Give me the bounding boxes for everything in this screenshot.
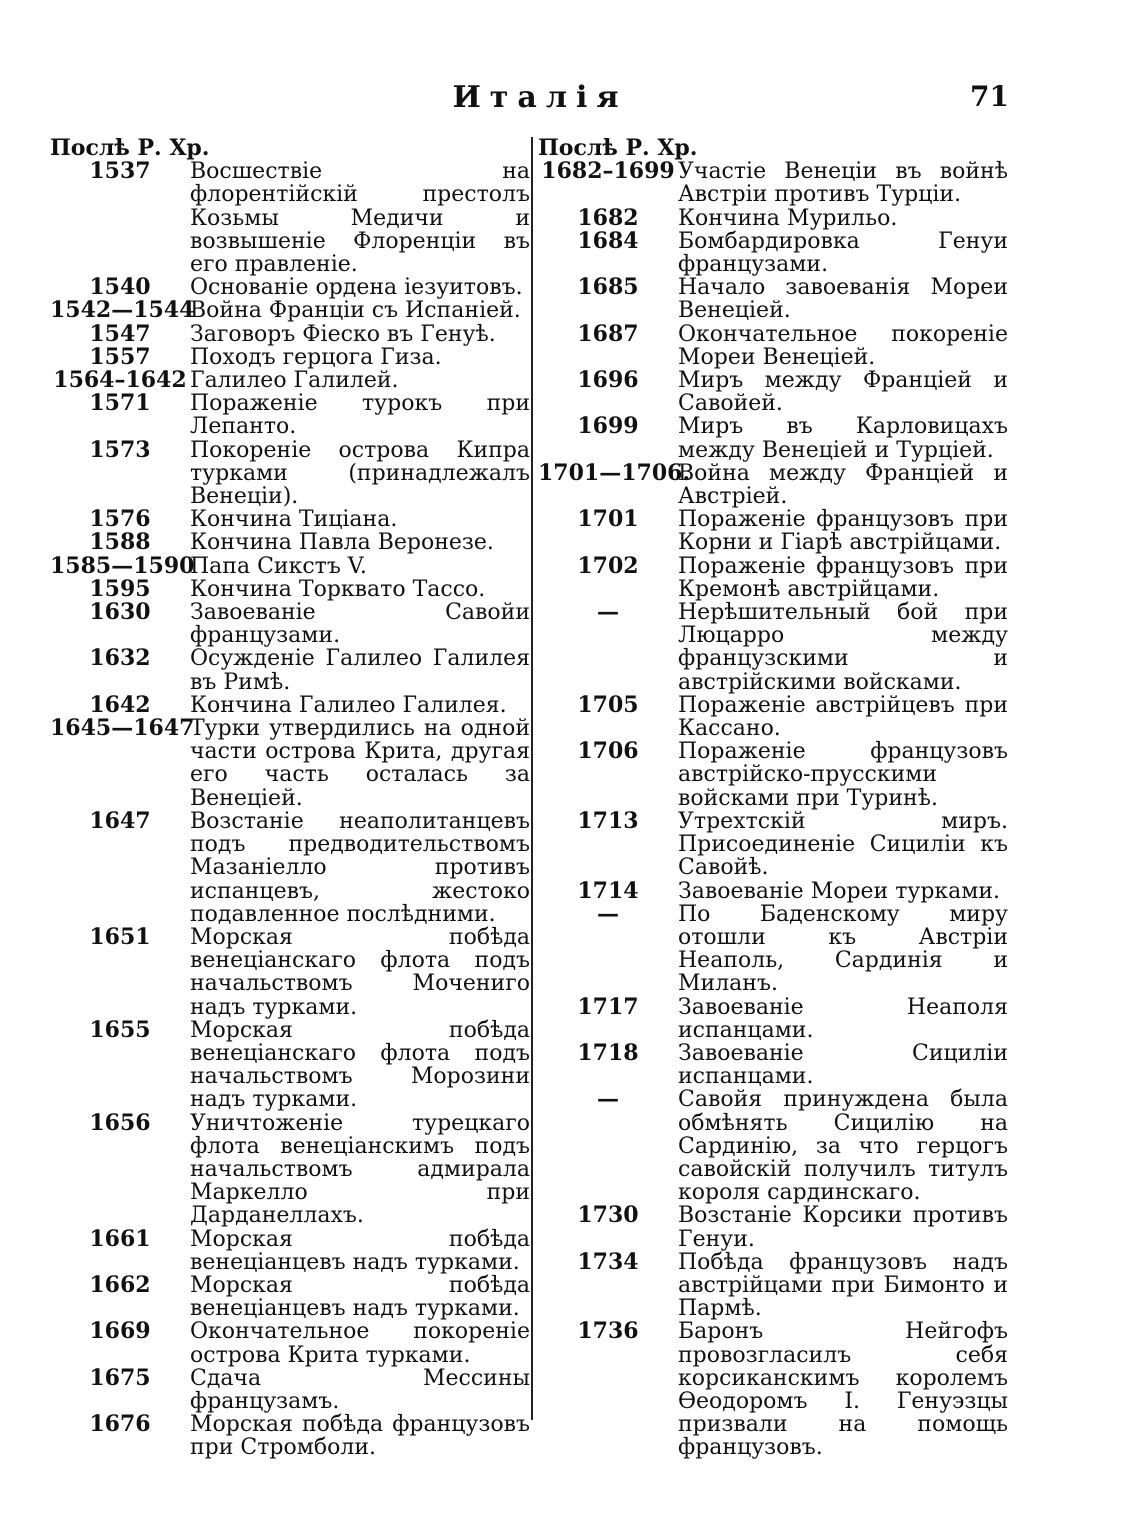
entry-year: 1632 bbox=[89, 645, 151, 672]
chronology-entry bbox=[538, 1204, 1008, 1250]
entry-text: Пораженіе турокъ при Лепанто. bbox=[190, 391, 530, 440]
chronology-entry bbox=[50, 320, 530, 347]
chronology-entry bbox=[50, 436, 530, 510]
entry-year: 1714 bbox=[577, 877, 639, 904]
chronology-entry bbox=[50, 1225, 530, 1275]
chronology-entry bbox=[538, 369, 1008, 415]
entry-year: 1713 bbox=[577, 807, 639, 834]
entry-text: Пораженіе французовъ австрійско-прусскими войсками при Туринѣ. bbox=[678, 739, 1008, 811]
chronology-entry bbox=[538, 320, 1008, 370]
entry-text: Окончательное покореніе острова Крита турками. bbox=[190, 1319, 530, 1368]
chronology-entry bbox=[538, 552, 1008, 602]
entry-text: Морская побѣда венеціанскаго флота подъ начальствомъ Мочениго надъ турками. bbox=[190, 924, 530, 1020]
entry-text: Заговоръ Фіеско въ Генуѣ. bbox=[190, 321, 496, 347]
chronology-entry bbox=[538, 508, 1008, 554]
entry-text: Возстаніе Корсики противъ Генуи. bbox=[678, 1203, 1008, 1252]
entry-year: 1702 bbox=[577, 552, 639, 579]
entry-year: 1676 bbox=[89, 1411, 151, 1438]
entry-year: 1588 bbox=[89, 529, 151, 556]
entry-text: Кончина Галилео Галилея. bbox=[190, 692, 507, 718]
entry-text: Участіе Венеціи въ войнѣ Австріи противъ Турціи. bbox=[678, 159, 1008, 208]
entry-year: 1645—1647 bbox=[50, 715, 195, 742]
entry-year: 1717 bbox=[577, 993, 639, 1020]
chronology-entry bbox=[538, 740, 1008, 810]
chronology-entry bbox=[50, 1109, 530, 1229]
entry-year: 1547 bbox=[89, 320, 151, 347]
chronology-entry bbox=[50, 575, 530, 602]
entry-year: 1706 bbox=[577, 738, 639, 765]
page-number: 71 bbox=[970, 80, 1009, 113]
entry-year: 1682–1699 bbox=[541, 158, 675, 185]
entry-year: 1696 bbox=[577, 367, 639, 394]
entry-year: 1571 bbox=[89, 390, 151, 417]
chronology-entry bbox=[50, 392, 530, 438]
entry-year: 1699 bbox=[577, 413, 639, 440]
entry-text: Начало завоеванія Мореи Венеціей. bbox=[678, 275, 1008, 324]
entry-text: Сдача Мессины французамъ. bbox=[190, 1365, 530, 1414]
column-heading: Послѣ Р. Хр. bbox=[538, 135, 698, 161]
entry-year: — bbox=[597, 599, 619, 626]
chronology-entry bbox=[50, 1364, 530, 1414]
entry-text: Осужденіе Галилео Галилея въ Римѣ. bbox=[190, 646, 530, 695]
chronology-entry bbox=[538, 691, 1008, 742]
chronology-entry bbox=[50, 923, 530, 1020]
entry-year: 1576 bbox=[89, 506, 151, 533]
chronology-entry bbox=[538, 276, 1008, 322]
entry-text: Морская побѣда венеціанцевъ надъ турками. bbox=[190, 1226, 530, 1275]
chronology-entry bbox=[538, 1248, 1008, 1322]
entry-text: Завоеваніе Сициліи испанцами. bbox=[678, 1040, 1008, 1090]
entry-year: 1705 bbox=[577, 691, 639, 718]
entry-year: 1684 bbox=[577, 227, 639, 254]
chronology-entry bbox=[50, 691, 530, 718]
entry-text: Пораженіе французовъ при Корни и Гіарѣ австрійцами. bbox=[678, 507, 1008, 556]
page-title: Италія bbox=[452, 80, 628, 115]
entry-text: Папа Сикстъ V. bbox=[190, 553, 367, 579]
entry-year: 1730 bbox=[577, 1202, 639, 1229]
entry-text: Война Франціи съ Испаніей. bbox=[190, 298, 521, 324]
entry-year: 1701—1706. bbox=[538, 459, 691, 486]
entry-year: 1734 bbox=[577, 1248, 639, 1275]
entry-text: Завоеваніе Савойи французами. bbox=[190, 600, 530, 649]
chronology-entry bbox=[50, 160, 530, 276]
entry-year: 1557 bbox=[89, 343, 151, 370]
entry-year: 1662 bbox=[89, 1271, 151, 1298]
entry-year: 1655 bbox=[89, 1016, 151, 1043]
chronology-entry bbox=[538, 993, 1008, 1043]
entry-year: 1656 bbox=[89, 1109, 151, 1136]
entry-year: 1736 bbox=[577, 1318, 639, 1345]
entry-text: Турки утвердились на одной части острова Крита, другая его часть осталась за Венеціей. bbox=[190, 716, 530, 811]
left-entries bbox=[50, 160, 530, 1459]
chronology-entry bbox=[50, 1016, 530, 1113]
entry-text: Морская побѣда французовъ при Стромболи. bbox=[190, 1412, 530, 1461]
entry-text: Миръ въ Карловицахъ между Венеціей и Турціей. bbox=[678, 414, 1008, 463]
chronology-entry bbox=[50, 369, 530, 392]
chronology-entry bbox=[538, 1039, 1008, 1090]
chronology-entry bbox=[50, 552, 530, 579]
entry-text: Кончина Мурильо. bbox=[678, 205, 898, 231]
column-divider bbox=[531, 137, 533, 1420]
entry-text: Морская побѣда венеціанцевъ надъ турками. bbox=[190, 1272, 530, 1322]
chronology-entry bbox=[538, 807, 1008, 881]
chronology-entry bbox=[50, 343, 530, 370]
entry-text: Кончина Тиціана. bbox=[190, 507, 398, 533]
entry-text: Миръ между Франціей и Савойей. bbox=[678, 368, 1008, 417]
entry-year: — bbox=[597, 1086, 619, 1113]
entry-text: Война между Франціей и Австріей. bbox=[678, 460, 1008, 510]
chronology-entry bbox=[50, 531, 530, 554]
entry-year: 1647 bbox=[89, 807, 151, 834]
chronology-entry bbox=[538, 601, 1008, 694]
entry-year: 1718 bbox=[577, 1039, 639, 1066]
entry-text: Походъ герцога Гиза. bbox=[190, 344, 442, 370]
entry-year: 1537 bbox=[89, 158, 151, 185]
chronology-entry bbox=[538, 1320, 1008, 1459]
entry-text: Утрехтскій миръ. Присоединеніе Сициліи къ Савойѣ. bbox=[678, 808, 1008, 881]
chronology-entry bbox=[538, 459, 1008, 510]
chronology-entry bbox=[538, 204, 1008, 231]
entry-year: 1701 bbox=[577, 506, 639, 533]
chronology-entry bbox=[538, 1088, 1008, 1204]
entry-text: Бомбардировка Генуи французами. bbox=[678, 228, 1008, 278]
entry-year: 1682 bbox=[577, 204, 639, 231]
entry-text: По Баденскому миру отошли къ Австріи Неаполь, Сардинія и Миланъ. bbox=[678, 901, 1008, 997]
entry-year: 1675 bbox=[89, 1364, 151, 1391]
entry-text: Пораженіе австрійцевъ при Кассано. bbox=[678, 692, 1008, 742]
entry-year: 1573 bbox=[89, 436, 151, 463]
entry-text: Савойя принуждена была обмѣнять Сицилію на Сардинію, за что герцогъ савойскій получилъ титулъ короля сардинскаго. bbox=[678, 1087, 1008, 1206]
entry-text: Нерѣшительный бой при Люцарро между французскими и австрійскими войсками. bbox=[678, 600, 1008, 695]
entry-text: Пораженіе французовъ при Кремонѣ австрійцами. bbox=[678, 553, 1008, 602]
entry-text: Баронъ Нейгофъ провозгласилъ себя корсиканскимъ королемъ Ѳеодоромъ I. Генуэзцы призвали на помощь французовъ. bbox=[678, 1319, 1008, 1461]
chronology-entry bbox=[50, 276, 530, 299]
right-column bbox=[538, 137, 1008, 1460]
entry-year: 1651 bbox=[89, 923, 151, 950]
entry-text: Окончательное покореніе Мореи Венеціей. bbox=[678, 321, 1008, 370]
entry-year: 1669 bbox=[89, 1318, 151, 1345]
entry-text: Галилео Галилей. bbox=[190, 368, 399, 394]
entry-text: Возстаніе неаполитанцевъ подъ предводительствомъ Мазаніелло противъ испанцевъ, жестоко подавленное послѣдними. bbox=[190, 808, 530, 927]
chronology-entry bbox=[538, 160, 1008, 206]
entry-year: 1687 bbox=[577, 320, 639, 347]
chronology-entry bbox=[50, 508, 530, 531]
chronology-entry bbox=[538, 900, 1008, 997]
entry-year: 1595 bbox=[89, 575, 151, 602]
chronology-entry bbox=[50, 1320, 530, 1366]
chronology-entry bbox=[50, 601, 530, 647]
entry-year: 1540 bbox=[89, 274, 151, 301]
column-heading: Послѣ Р. Хр. bbox=[50, 135, 210, 161]
entry-text: Кончина Торквато Тассо. bbox=[190, 576, 486, 602]
entry-text: Основаніе ордена іезуитовъ. bbox=[190, 275, 523, 301]
entry-text: Морская побѣда венеціанскаго флота подъ начальствомъ Морозини надъ турками. bbox=[190, 1017, 530, 1113]
entry-text: Побѣда французовъ надъ австрійцами при Бимонто и Пармѣ. bbox=[678, 1249, 1008, 1322]
entry-year: 1585—1590 bbox=[50, 552, 195, 579]
entry-text: Восшествіе на флорентійскій престолъ Козьмы Медичи и возвышеніе Флоренціи въ его правленіе. bbox=[190, 159, 530, 278]
chronology-entry bbox=[50, 299, 530, 322]
entry-text: Кончина Павла Веронезе. bbox=[190, 530, 494, 556]
chronology-entry bbox=[50, 1413, 530, 1459]
entry-year: 1630 bbox=[89, 599, 151, 626]
entry-year: 1542—1544 bbox=[50, 297, 195, 324]
entry-year: 1564–1642 bbox=[53, 367, 187, 394]
chronology-entry bbox=[538, 227, 1008, 278]
chronology-entry bbox=[538, 877, 1008, 904]
entry-text: Уничтоженіе турецкаго флота венеціанскимъ подъ начальствомъ адмирала Маркелло при Дарданеллахъ. bbox=[190, 1110, 530, 1229]
entry-year: — bbox=[597, 900, 619, 927]
entry-year: 1661 bbox=[89, 1225, 151, 1252]
right-entries bbox=[538, 160, 1008, 1459]
entry-text: Завоеваніе Неаполя испанцами. bbox=[678, 994, 1008, 1043]
chronology-entry bbox=[50, 807, 530, 927]
chronology-entry bbox=[50, 717, 530, 810]
chronology-entry bbox=[50, 1271, 530, 1322]
entry-text: Завоеваніе Мореи турками. bbox=[678, 878, 1001, 904]
entry-year: 1642 bbox=[89, 691, 151, 718]
entry-text: Покореніе острова Кипра турками (принадлежалъ Венеціи). bbox=[190, 437, 530, 510]
chronology-entry bbox=[50, 647, 530, 693]
entry-year: 1685 bbox=[577, 274, 639, 301]
left-column bbox=[50, 137, 530, 1460]
chronology-entry bbox=[538, 415, 1008, 461]
